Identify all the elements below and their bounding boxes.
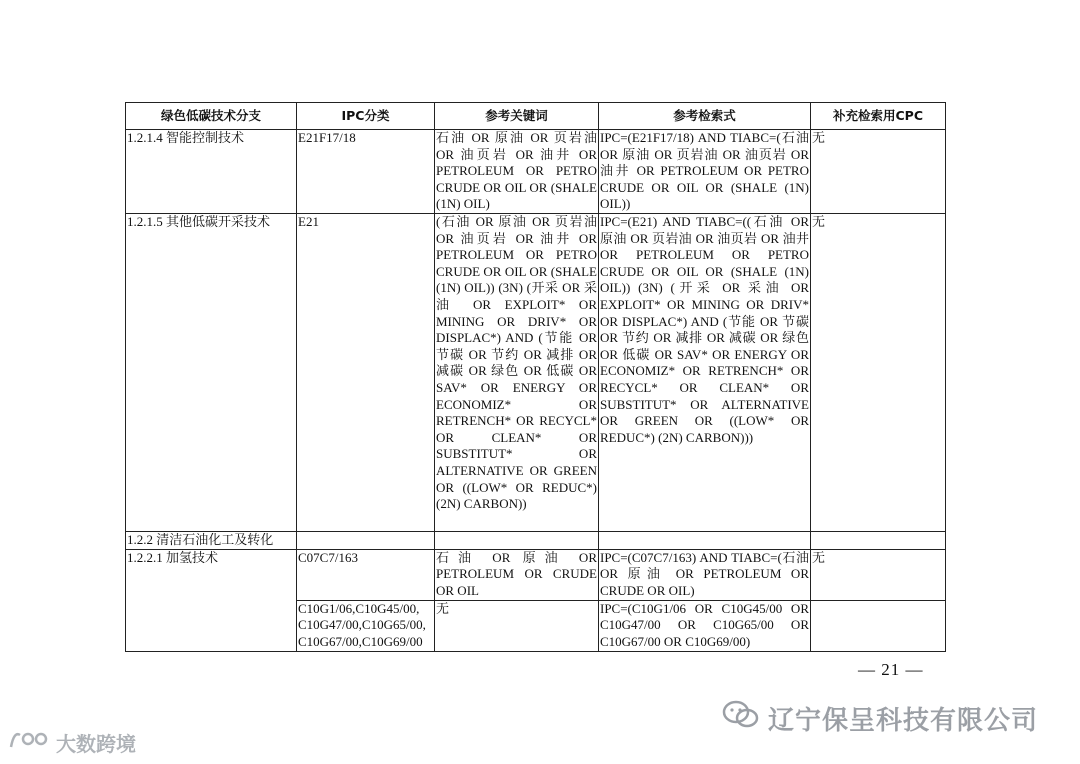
table-row: [126, 532, 946, 550]
ipc-search-table: [125, 102, 946, 652]
header-query: 参考检索式: [599, 103, 811, 130]
header-keywords: 参考关键词: [435, 103, 599, 130]
table-row: [126, 549, 946, 600]
cell-branch: 1.2.2 清洁石油化工及转化: [126, 532, 297, 550]
cell-query: IPC=(C10G1/06 OR C10G45/00 OR C10G47/00 OR C10G65/00 OR C10G67/00 OR C10G69/00): [599, 600, 811, 651]
cell-cpc: 无: [811, 130, 946, 214]
header-cpc: 补充检索用CPC: [811, 103, 946, 130]
cell-ipc: C07C7/163: [297, 549, 435, 600]
watermark-brand: [8, 728, 136, 757]
cell-cpc: [811, 600, 946, 651]
watermark-company-text: 辽宁保呈科技有限公司: [768, 706, 1039, 736]
cell-ipc: E21F17/18: [297, 130, 435, 214]
cell-branch: 1.2.1.5 其他低碳开采技术: [126, 214, 297, 532]
table-row: [126, 130, 946, 214]
page-number: — 21 —: [858, 660, 924, 679]
cell-query: IPC=(C07C7/163) AND TIABC=(石油 OR 原油 OR PETROLEUM OR CRUDE OR OIL): [599, 549, 811, 600]
cell-cpc: [811, 532, 946, 550]
cell-ipc: [297, 532, 435, 550]
header-branch: 绿色低碳技术分支: [126, 103, 297, 130]
cell-keywords: 石油 OR 原油 OR 页岩油 OR 油页岩 OR 油井 OR PETROLEUM OR PETRO CRUDE OR OIL OR (SHALE (1N) OIL): [435, 130, 599, 214]
cell-keywords: 无: [435, 600, 599, 651]
header-ipc: IPC分类: [297, 103, 435, 130]
cell-query: IPC=(E21F17/18) AND TIABC=(石油 OR 原油 OR 页岩油 OR 油页岩 OR 油井 OR PETROLEUM OR PETRO CRUDE OR OIL OR (SHALE (1N) OIL)): [599, 130, 811, 214]
cell-keywords: (石油 OR 原油 OR 页岩油 OR 油页岩 OR 油井 OR PETROLEUM OR PETRO CRUDE OR OIL OR (SHALE (1N) OIL)) (3N) (开采 OR 采油 OR EXPLOIT* OR MINING OR DRIV* OR DISPLAC*) AND (节能 OR 节碳 OR 节约 OR 减排 OR 减碳 OR 绿色 OR 低碳 OR SAV* OR ENERGY OR ECONOMIZ* OR RETRENCH* OR RECYCL* OR CLEAN* OR SUBSTITUT* OR ALTERNATIVE OR GREEN OR ((LOW* OR REDUC*) (2N) CARBON)): [435, 214, 599, 532]
table-row: [126, 214, 946, 532]
watermark-brand-text: 大数跨境: [56, 732, 136, 756]
wechat-icon: [722, 700, 768, 737]
watermark-company: [722, 700, 1038, 737]
cell-branch: 1.2.2.1 加氢技术: [126, 549, 297, 651]
cell-keywords: 石油 OR 原油 OR PETROLEUM OR CRUDE OR OIL: [435, 549, 599, 600]
cell-query: IPC=(E21) AND TIABC=((石油 OR 原油 OR 页岩油 OR 油页岩 OR 油井 OR PETROLEUM OR PETRO CRUDE OR OIL OR (SHALE (1N) OIL)) (3N) (开采 OR 采油 OR EXPLOIT* OR MINING OR DRIV* OR DISPLAC*) AND (节能 OR 节碳 OR 节约 OR 减排 OR 减碳 OR 绿色 OR 低碳 OR SAV* OR ENERGY OR ECONOMIZ* OR RETRENCH* OR RECYCL* OR CLEAN* OR SUBSTITUT* OR ALTERNATIVE OR GREEN OR ((LOW* OR REDUC*) (2N) CARBON))): [599, 214, 811, 532]
cell-keywords: [435, 532, 599, 550]
cell-ipc: E21: [297, 214, 435, 532]
cell-ipc: C10G1/06,C10G45/00, C10G47/00,C10G65/00, C10G67/00,C10G69/00: [297, 600, 435, 651]
cell-cpc: 无: [811, 214, 946, 532]
cell-cpc: 无: [811, 549, 946, 600]
cell-query: [599, 532, 811, 550]
cell-branch: 1.2.1.4 智能控制技术: [126, 130, 297, 214]
table-header-row: [126, 103, 946, 130]
logo-icon: [8, 729, 56, 756]
